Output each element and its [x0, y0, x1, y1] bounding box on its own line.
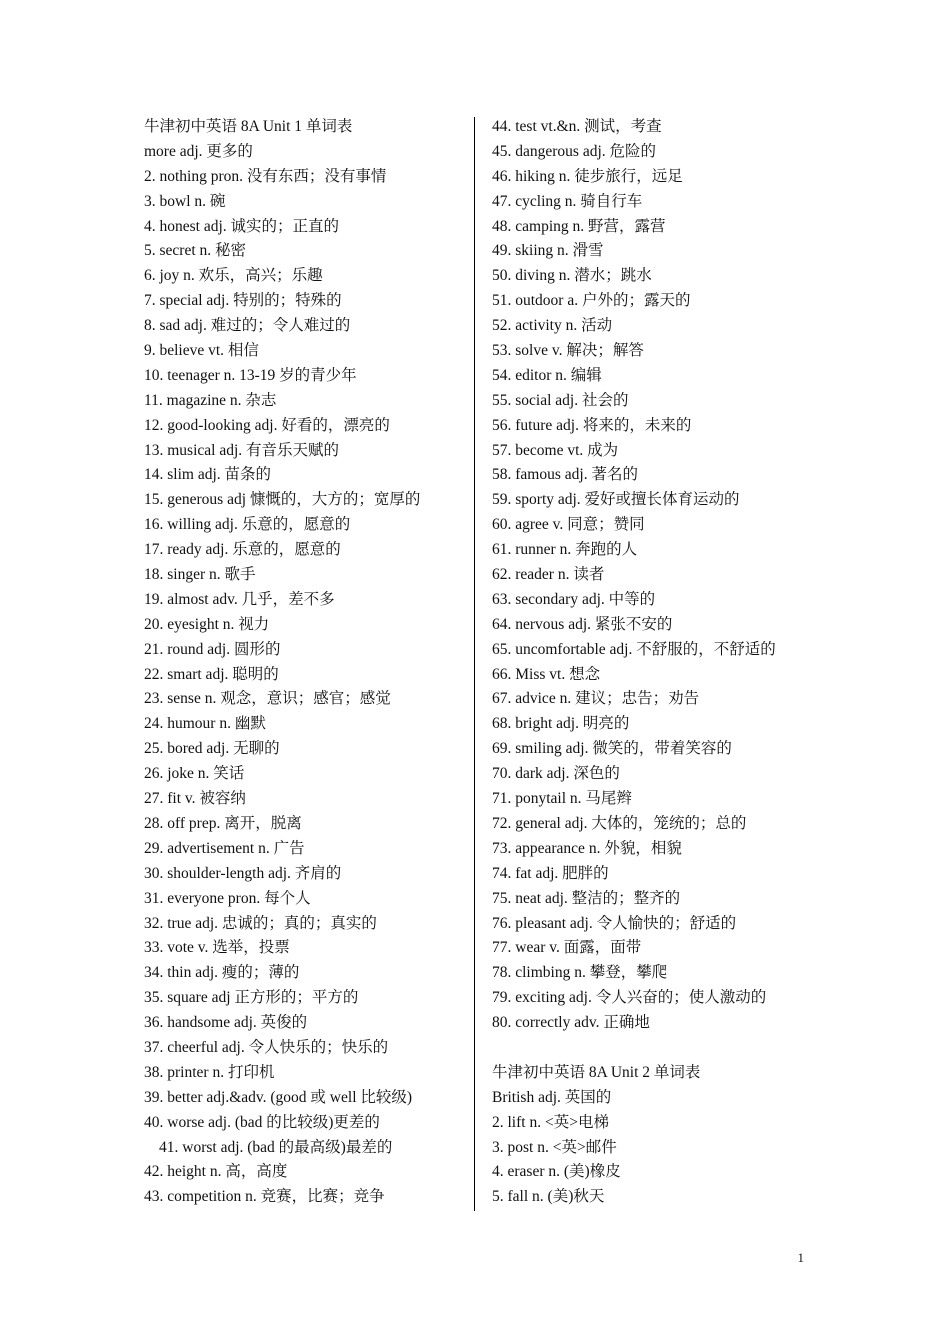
vocab-entry: 44. test vt.&n. 测试，考查	[492, 118, 662, 135]
vocab-entry: 47. cycling n. 骑自行车	[492, 192, 643, 210]
right-column	[492, 115, 822, 1210]
vocab-entry: 18. singer n. 歌手	[144, 566, 256, 584]
vocab-entry: 16. willing adj. 乐意的，愿意的	[144, 516, 351, 534]
vocab-entry: 62. reader n. 读者	[492, 566, 605, 584]
vocab-entry: 61. runner n. 奔跑的人	[492, 541, 638, 559]
vocab-entry: 55. social adj. 社会的	[492, 391, 629, 409]
vocab-entry: 40. worse adj. (bad 的比较级)更差的	[144, 1113, 380, 1131]
vocab-entry: 15. generous adj 慷慨的，大方的；宽厚的	[144, 491, 421, 509]
page-number: 1	[797, 1250, 804, 1265]
vocab-entry: 22. smart adj. 聪明的	[144, 665, 279, 683]
vocab-entry: 5. fall n. (美)秋天	[492, 1188, 605, 1206]
vocab-entry: 2. lift n. <英>电梯	[492, 1113, 609, 1131]
vocab-entry: 73. appearance n. 外貌，相貌	[492, 839, 682, 857]
left-column	[144, 115, 464, 1210]
vocab-entry: 3. bowl n. 碗	[144, 192, 226, 210]
vocab-entry: 14. slim adj. 苗条的	[144, 466, 272, 484]
vocab-entry: 29. advertisement n. 广告	[144, 839, 305, 857]
vocab-entry: 30. shoulder-length adj. 齐肩的	[144, 864, 342, 882]
vocab-entry: 39. better adj.&adv. (good 或 well 比较级)	[144, 1088, 413, 1106]
vocab-entry: 52. activity n. 活动	[492, 317, 613, 335]
vocab-entry: 12. good-looking adj. 好看的，漂亮的	[144, 416, 390, 434]
vocab-entry: 36. handsome adj. 英俊的	[144, 1014, 308, 1032]
vocab-entry: 68. bright adj. 明亮的	[492, 715, 630, 733]
vocab-entry: 75. neat adj. 整洁的；整齐的	[492, 889, 681, 907]
vocab-entry: 41. worst adj. (bad 的最高级)最差的	[159, 1138, 393, 1156]
vocab-entry: 27. fit v. 被容纳	[144, 790, 246, 808]
section-spacer	[492, 1036, 822, 1061]
vocab-entry: 20. eyesight n. 视力	[144, 615, 270, 633]
vocab-entry: 78. climbing n. 攀登，攀爬	[492, 964, 668, 982]
vocab-entry: 24. humour n. 幽默	[144, 715, 266, 733]
vocab-entry: 13. musical adj. 有音乐天赋的	[144, 441, 340, 459]
vocab-entry: 3. post n. <英>邮件	[492, 1138, 617, 1156]
vocab-entry: 63. secondary adj. 中等的	[492, 590, 656, 608]
vocab-entry: 45. dangerous adj. 危险的	[492, 142, 657, 160]
vocab-entry: 11. magazine n. 杂志	[144, 391, 277, 409]
vocab-entry: 59. sporty adj. 爱好或擅长体育运动的	[492, 491, 740, 509]
vocab-entry: 80. correctly adv. 正确地	[492, 1014, 650, 1032]
vocab-entry: 31. everyone pron. 每个人	[144, 889, 311, 907]
unit1-title: 牛津初中英语 8A Unit 1 单词表	[144, 118, 353, 135]
vocab-entry: more adj. 更多的	[144, 142, 253, 160]
vocab-entry: 53. solve v. 解决；解答	[492, 342, 644, 360]
vocab-entry: 60. agree v. 同意；赞同	[492, 516, 645, 534]
vocab-entry: 8. sad adj. 难过的；令人难过的	[144, 317, 351, 335]
vocab-entry: 49. skiing n. 滑雪	[492, 242, 604, 260]
vocab-entry: 72. general adj. 大体的，笼统的；总的	[492, 814, 747, 832]
vocab-entry: 74. fat adj. 肥胖的	[492, 864, 609, 882]
vocab-entry: 46. hiking n. 徒步旅行，远足	[492, 167, 683, 185]
vocab-entry: 76. pleasant adj. 令人愉快的；舒适的	[492, 914, 737, 932]
vocab-entry: 66. Miss vt. 想念	[492, 665, 601, 683]
vocab-entry: 58. famous adj. 著名的	[492, 466, 638, 484]
vocab-entry: 38. printer n. 打印机	[144, 1063, 275, 1081]
vocab-entry: 48. camping n. 野营，露营	[492, 217, 666, 235]
vocab-entry: 67. advice n. 建议；忠告；劝告	[492, 690, 700, 708]
vocab-entry: 35. square adj 正方形的；平方的	[144, 989, 359, 1007]
vocab-entry: 25. bored adj. 无聊的	[144, 740, 280, 758]
vocab-entry: 69. smiling adj. 微笑的，带着笑容的	[492, 740, 732, 758]
vocab-entry: 42. height n. 高，高度	[144, 1163, 288, 1181]
vocab-entry: 79. exciting adj. 令人兴奋的；使人激动的	[492, 989, 767, 1007]
vocab-entry: 34. thin adj. 瘦的；薄的	[144, 964, 300, 982]
vocab-entry: 28. off prep. 离开，脱离	[144, 814, 302, 832]
vocab-entry: 7. special adj. 特别的；特殊的	[144, 292, 342, 310]
column-divider	[474, 117, 475, 1211]
vocab-entry: 56. future adj. 将来的，未来的	[492, 416, 692, 434]
vocab-entry: 17. ready adj. 乐意的，愿意的	[144, 541, 341, 559]
vocab-entry: 6. joy n. 欢乐，高兴；乐趣	[144, 267, 323, 285]
vocab-entry: 2. nothing pron. 没有东西；没有事情	[144, 167, 387, 185]
vocab-entry: 4. eraser n. (美)橡皮	[492, 1163, 621, 1181]
vocab-entry: 21. round adj. 圆形的	[144, 640, 281, 658]
vocab-entry: 23. sense n. 观念，意识；感官；感觉	[144, 690, 391, 708]
vocab-entry: British adj. 英国的	[492, 1088, 612, 1106]
vocab-entry: 33. vote v. 选举，投票	[144, 939, 290, 957]
vocab-entry: 26. joke n. 笑话	[144, 765, 245, 783]
vocab-entry: 9. believe vt. 相信	[144, 342, 259, 360]
vocab-entry: 37. cheerful adj. 令人快乐的；快乐的	[144, 1038, 389, 1056]
vocab-entry: 51. outdoor a. 户外的；露天的	[492, 292, 691, 310]
vocab-entry: 70. dark adj. 深色的	[492, 765, 620, 783]
vocab-entry: 71. ponytail n. 马尾辫	[492, 790, 632, 808]
vocab-entry: 65. uncomfortable adj. 不舒服的，不舒适的	[492, 640, 776, 658]
vocab-entry: 32. true adj. 忠诚的；真的；真实的	[144, 914, 377, 932]
vocab-entry: 57. become vt. 成为	[492, 441, 619, 459]
vocab-entry: 77. wear v. 面露，面带	[492, 939, 642, 957]
vocab-entry: 43. competition n. 竞赛，比赛；竞争	[144, 1188, 385, 1206]
vocab-entry: 64. nervous adj. 紧张不安的	[492, 615, 673, 633]
vocab-entry: 54. editor n. 编辑	[492, 366, 602, 384]
vocab-entry: 4. honest adj. 诚实的；正直的	[144, 217, 340, 235]
vocab-entry: 10. teenager n. 13-19 岁的青少年	[144, 366, 357, 384]
unit2-title: 牛津初中英语 8A Unit 2 单词表	[492, 1063, 701, 1081]
vocab-entry: 50. diving n. 潜水；跳水	[492, 267, 652, 285]
vocab-entry: 5. secret n. 秘密	[144, 242, 247, 260]
vocab-entry: 19. almost adv. 几乎，差不多	[144, 590, 335, 608]
